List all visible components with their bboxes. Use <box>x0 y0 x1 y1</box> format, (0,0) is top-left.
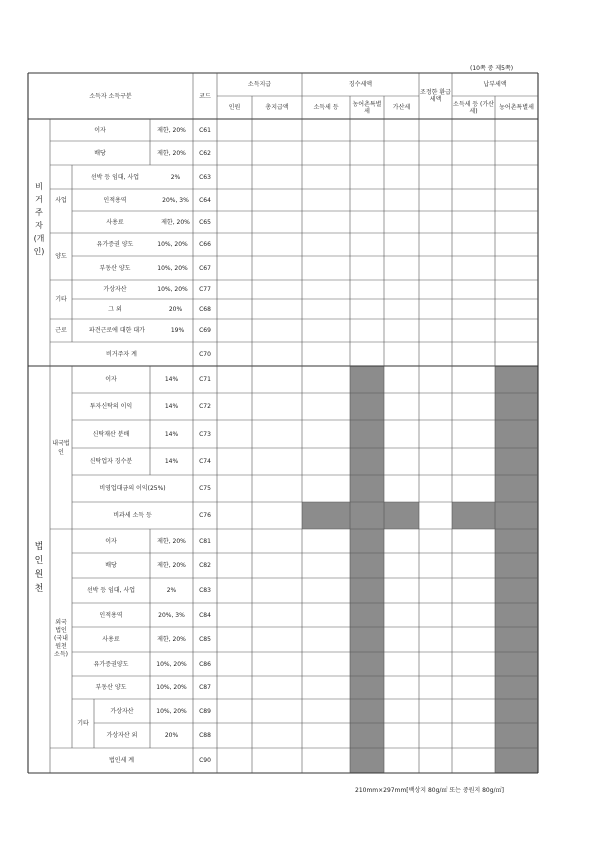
row-name-c66: 유가증권 양도 <box>96 241 134 248</box>
row-rate-c82: 제한, 20% <box>157 562 186 569</box>
row-name-c69: 파견근로에 대한 대가 <box>89 327 145 334</box>
section-corporate: 법인원천 <box>34 542 44 594</box>
row-name-c86: 유가증권양도 <box>93 660 129 668</box>
row-rate-c74: 14% <box>164 458 179 465</box>
shade-c76-paid <box>452 502 495 529</box>
row-code-c61: C61 <box>199 126 211 134</box>
row-name-c68: 그 외 <box>108 305 122 313</box>
header-income-tax: 소득세 등 <box>313 104 339 111</box>
row-name-c62: 배당 <box>94 149 106 157</box>
row-name-c85: 사용료 <box>102 636 120 643</box>
row-code-c86: C86 <box>199 660 211 668</box>
row-name-c71: 이자 <box>105 376 117 383</box>
row-rate-c69: 19% <box>170 327 185 334</box>
row-rate-c72: 14% <box>164 403 179 410</box>
row-code-c75: C75 <box>199 485 211 492</box>
row-code-c72: C72 <box>199 403 211 410</box>
shade-rural-tax-col <box>350 366 384 773</box>
row-code-c87: C87 <box>199 684 211 691</box>
row-code-c67: C67 <box>199 264 211 272</box>
row-code-c89: C89 <box>199 707 211 715</box>
row-rate-c61: 제한, 20% <box>157 126 186 134</box>
row-name-c61: 이자 <box>94 126 106 134</box>
shade-c76-row <box>302 502 419 529</box>
row-name-c70: 비거주자 계 <box>106 350 137 358</box>
row-code-c68: C68 <box>199 305 211 313</box>
row-code-c70: C70 <box>199 350 211 358</box>
header-paid-rural-tax: 농어촌특별세 <box>499 104 534 111</box>
row-code-c76: C76 <box>199 512 211 519</box>
row-rate-c89: 10%, 20% <box>156 707 187 715</box>
row-name-c63: 선박 등 임대, 사업 <box>90 173 140 181</box>
row-rate-c62: 제한, 20% <box>157 149 186 157</box>
page-number: (10쪽 중 제5쪽) <box>470 65 514 72</box>
row-name-c74: 신탁업자 징수분 <box>89 458 133 465</box>
header-adjusted-refund: 조정한 환급세액 <box>420 89 451 103</box>
header-paid-tax: 납부세액 <box>483 81 507 88</box>
row-rate-c86: 10%, 20% <box>156 660 187 668</box>
row-name-c90: 법인세 계 <box>108 757 135 764</box>
row-name-c76: 비과세 소득 등 <box>113 512 152 519</box>
group-labor: 근로 <box>55 327 67 334</box>
row-code-c90: C90 <box>199 757 211 764</box>
row-name-c88: 가상자산 외 <box>106 732 138 739</box>
row-name-c84: 인적용역 <box>99 611 123 619</box>
row-code-c62: C62 <box>199 149 211 157</box>
row-code-c74: C74 <box>199 458 211 465</box>
section-nonresident: 비거주자(개인) <box>33 182 45 256</box>
row-name-c73: 신탁재산 분배 <box>92 430 130 438</box>
row-rate-c66: 10%, 20% <box>157 241 188 248</box>
group-business: 사업 <box>55 196 67 204</box>
row-rate-c71: 14% <box>164 376 179 383</box>
row-rate-c65: 제한, 20% <box>161 218 190 226</box>
row-rate-c88: 20% <box>164 732 179 739</box>
row-code-c84: C84 <box>199 611 211 619</box>
row-name-c81: 이자 <box>105 537 117 545</box>
row-code-c64: C64 <box>199 196 211 204</box>
shade-paid-rural-col <box>495 366 538 773</box>
header-additional-tax: 가산세 <box>392 104 411 111</box>
row-name-c82: 배당 <box>105 562 117 569</box>
row-rate-c81: 제한, 20% <box>157 537 186 545</box>
row-code-c69: C69 <box>199 327 211 334</box>
header-total-payment: 총지급액 <box>265 104 289 111</box>
row-rate-c84: 20%, 3% <box>158 611 185 619</box>
header-withholding: 징수세액 <box>348 81 373 88</box>
row-rate-c67: 10%, 20% <box>157 264 188 272</box>
group-foreign <box>50 529 72 748</box>
header-payment: 소득지급 <box>247 81 272 88</box>
group-domestic <box>50 366 72 529</box>
row-name-c89: 가상자산 <box>110 707 134 715</box>
group-foreign-label: 외국법인(국내원천소득) <box>54 618 68 658</box>
row-name-c75: 비영업대금의 이익(25%) <box>99 485 166 492</box>
row-rate-c68: 20% <box>168 305 183 313</box>
row-name-c83: 선박 등 임대, 사업 <box>86 587 136 594</box>
group-other: 기타 <box>55 296 67 303</box>
group-transfer: 양도 <box>55 253 67 260</box>
group-domestic-label: 내국법인 <box>52 439 70 456</box>
row-code-c77: C77 <box>199 286 211 293</box>
row-rate-c73: 14% <box>164 430 179 438</box>
row-rate-c83: 2% <box>166 587 177 594</box>
paper-spec-footer: 210mm×297mm[백상지 80g/㎡ 또는 중원지 80g/㎡] <box>355 787 504 794</box>
row-code-c71: C71 <box>199 376 211 383</box>
row-code-c82: C82 <box>199 562 211 569</box>
header-rural-special-tax: 농어촌특별세 <box>352 100 382 115</box>
group-foreign-other: 기타 <box>77 720 89 727</box>
row-name-c65: 사용료 <box>106 218 124 226</box>
row-code-c73: C73 <box>199 430 211 438</box>
header-paid-income-tax: 소득세 등 (가산세) <box>453 100 494 115</box>
row-name-c77: 가상자산 <box>103 286 127 293</box>
row-code-c65: C65 <box>199 218 211 226</box>
header-people: 인원 <box>228 104 241 111</box>
row-name-c72: 투자신탁의 이익 <box>89 403 133 410</box>
row-rate-c77: 10%, 20% <box>157 286 188 293</box>
header-income-category: 소득자 소득구분 <box>89 92 132 100</box>
row-rate-c87: 10%, 20% <box>156 684 187 691</box>
row-code-c81: C81 <box>199 537 211 545</box>
row-code-c88: C88 <box>199 732 211 739</box>
row-rate-c64: 20%, 3% <box>162 196 189 204</box>
row-code-c85: C85 <box>199 636 211 643</box>
row-name-c87: 부동산 양도 <box>95 684 127 691</box>
row-name-c64: 인적용역 <box>103 196 127 204</box>
row-rate-c63: 2% <box>170 173 181 181</box>
row-code-c63: C63 <box>199 173 211 181</box>
row-code-c66: C66 <box>199 241 211 248</box>
row-code-c83: C83 <box>199 587 211 594</box>
row-name-c67: 부동산 양도 <box>99 264 131 272</box>
row-rate-c85: 제한, 20% <box>157 636 186 643</box>
header-code: 코드 <box>199 92 211 100</box>
